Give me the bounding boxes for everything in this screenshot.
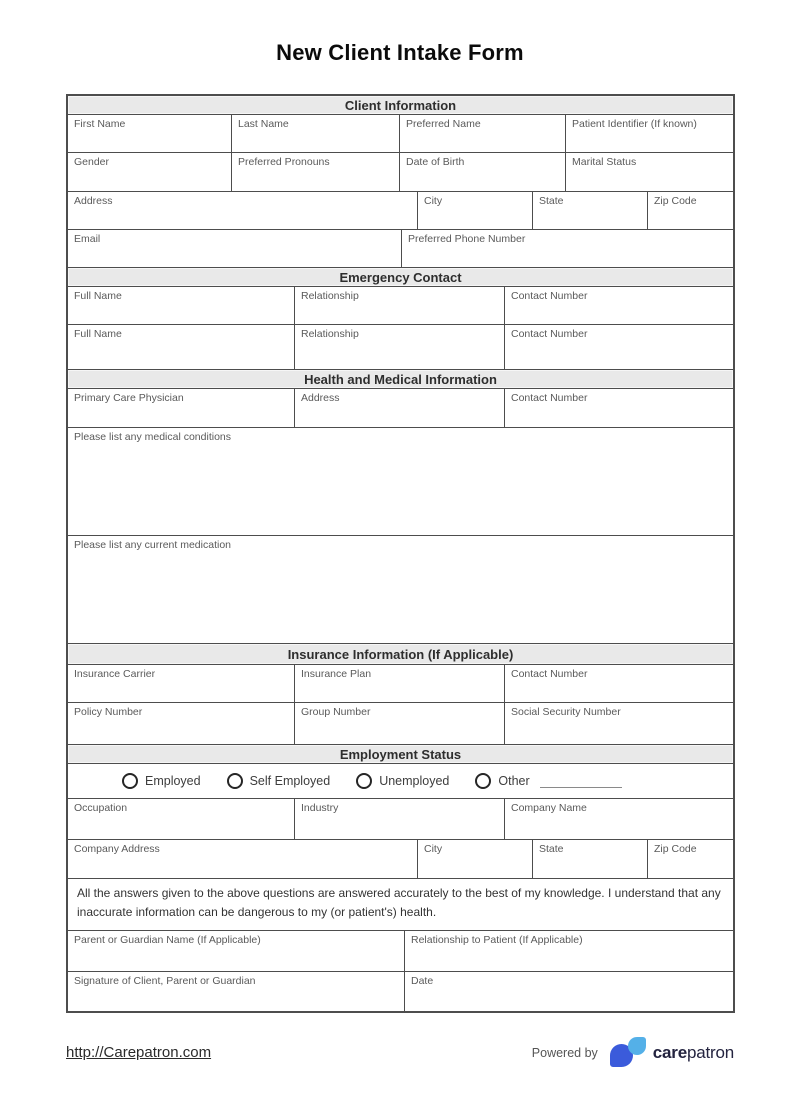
section-header-client-information: Client Information	[68, 96, 733, 115]
field-date-of-birth-label: Date of Birth	[406, 156, 465, 168]
field-company-city[interactable]	[418, 840, 533, 878]
field-ec-full-name-1[interactable]	[68, 287, 295, 324]
current-medication-row	[68, 536, 733, 644]
employment-option-other	[475, 773, 621, 789]
field-preferred-name-label: Preferred Name	[406, 118, 481, 130]
field-company-state-label: State	[539, 843, 564, 855]
radio-employed[interactable]	[122, 773, 138, 789]
field-current-medication-label: Please list any current medication	[74, 539, 231, 551]
section-header-health-medical: Health and Medical Information	[68, 370, 733, 389]
other-fill-in-line[interactable]	[540, 775, 622, 788]
field-first-name-label: First Name	[74, 118, 126, 130]
field-zip-code-label: Zip Code	[654, 195, 697, 207]
emergency-contact-row-2	[68, 325, 733, 370]
field-ec-contact-number-1-label: Contact Number	[511, 290, 588, 302]
field-ec-relationship-2[interactable]	[295, 325, 505, 369]
field-parent-guardian-name-label: Parent or Guardian Name (If Applicable)	[74, 934, 261, 947]
field-email-label: Email	[74, 233, 101, 245]
field-insurance-plan-label: Insurance Plan	[301, 668, 372, 680]
field-primary-care-physician-label: Primary Care Physician	[74, 392, 184, 404]
carepatron-link[interactable]: http://Carepatron.com	[66, 1044, 212, 1062]
field-date[interactable]	[405, 972, 733, 1011]
section-header-employment: Employment Status	[68, 745, 733, 764]
field-preferred-name[interactable]	[400, 115, 566, 152]
field-insurance-carrier[interactable]	[68, 665, 295, 702]
field-email[interactable]	[68, 230, 402, 267]
field-company-address[interactable]	[68, 840, 418, 878]
radio-employed-label: Employed	[145, 774, 201, 788]
field-company-name[interactable]	[505, 799, 733, 839]
field-company-name-label: Company Name	[511, 802, 587, 814]
field-company-city-label: City	[424, 843, 443, 855]
field-city[interactable]	[418, 192, 533, 229]
employment-option-self-employed	[227, 773, 331, 789]
client-contact-row	[68, 230, 733, 268]
field-preferred-pronouns-label: Preferred Pronouns	[238, 156, 330, 168]
field-physician-address-label: Address	[301, 392, 340, 404]
employment-option-unemployed	[356, 773, 449, 789]
employment-occupation-row	[68, 799, 733, 840]
health-physician-row	[68, 389, 733, 428]
insurance-row-2	[68, 703, 733, 745]
field-company-zip-code-label: Zip Code	[654, 843, 697, 855]
carepatron-logo-icon	[610, 1037, 647, 1068]
field-company-state[interactable]	[533, 840, 648, 878]
radio-self-employed-label: Self Employed	[249, 774, 331, 788]
field-city-label: City	[424, 195, 443, 207]
company-address-row	[68, 840, 733, 879]
field-gender[interactable]	[68, 153, 232, 191]
section-header-emergency-contact: Emergency Contact	[68, 268, 733, 287]
field-physician-address[interactable]	[295, 389, 505, 427]
field-ec-full-name-2-label: Full Name	[74, 328, 122, 340]
field-ec-relationship-1-label: Relationship	[301, 290, 359, 302]
emergency-contact-row-1	[68, 287, 733, 325]
employment-option-employed	[122, 773, 201, 789]
field-industry-label: Industry	[301, 802, 339, 814]
field-physician-contact-number-label: Contact Number	[511, 392, 588, 404]
field-address-label: Address	[74, 195, 113, 207]
field-insurance-carrier-label: Insurance Carrier	[74, 668, 156, 680]
field-marital-status[interactable]	[566, 153, 733, 191]
radio-other[interactable]	[475, 773, 491, 789]
field-marital-status-label: Marital Status	[572, 156, 637, 168]
field-medical-conditions[interactable]	[68, 428, 733, 535]
wordmark-patron: patron	[686, 1042, 734, 1062]
field-policy-number[interactable]	[68, 703, 295, 744]
field-ec-contact-number-2[interactable]	[505, 325, 733, 369]
logo-bubble-light-icon	[628, 1037, 646, 1055]
field-zip-code[interactable]	[648, 192, 733, 229]
field-date-label: Date	[411, 975, 434, 988]
intake-form	[66, 94, 735, 1013]
carepatron-brand	[610, 1037, 734, 1068]
page-title: New Client Intake Form	[276, 40, 524, 65]
carepatron-wordmark	[653, 1043, 734, 1063]
field-insurance-contact-number[interactable]	[505, 665, 733, 702]
field-relationship-to-patient-label: Relationship to Patient (If Applicable)	[411, 934, 583, 947]
field-parent-guardian-name[interactable]	[68, 931, 405, 971]
field-policy-number-label: Policy Number	[74, 706, 143, 718]
field-preferred-pronouns[interactable]	[232, 153, 400, 191]
field-state[interactable]	[533, 192, 648, 229]
medical-conditions-row	[68, 428, 733, 536]
client-name-row	[68, 115, 733, 153]
insurance-row-1	[68, 665, 733, 703]
field-ec-full-name-2[interactable]	[68, 325, 295, 369]
field-preferred-phone-number[interactable]	[402, 230, 733, 267]
field-group-number-label: Group Number	[301, 706, 371, 718]
footer	[66, 1037, 734, 1068]
field-company-address-label: Company Address	[74, 843, 160, 855]
field-social-security-number-label: Social Security Number	[511, 706, 621, 718]
field-industry[interactable]	[295, 799, 505, 839]
field-insurance-plan[interactable]	[295, 665, 505, 702]
field-date-of-birth[interactable]	[400, 153, 566, 191]
client-demographics-row	[68, 153, 733, 192]
field-insurance-contact-number-label: Contact Number	[511, 668, 588, 680]
field-address[interactable]	[68, 192, 418, 229]
guardian-row	[68, 931, 733, 972]
field-signature-label: Signature of Client, Parent or Guardian	[74, 975, 256, 988]
radio-other-label: Other	[498, 774, 530, 788]
wordmark-care: care	[652, 1042, 687, 1062]
signature-row	[68, 972, 733, 1011]
field-ec-contact-number-1[interactable]	[505, 287, 733, 324]
powered-by-label: Powered by	[531, 1045, 598, 1060]
client-address-row	[68, 192, 733, 230]
field-first-name[interactable]	[68, 115, 232, 152]
field-ec-full-name-1-label: Full Name	[74, 290, 122, 302]
field-social-security-number[interactable]	[505, 703, 733, 744]
field-last-name[interactable]	[232, 115, 400, 152]
field-group-number[interactable]	[295, 703, 505, 744]
radio-unemployed[interactable]	[356, 773, 372, 789]
field-current-medication[interactable]	[68, 536, 733, 643]
field-patient-identifier-label: Patient Identifier (If known)	[572, 118, 697, 130]
field-occupation[interactable]	[68, 799, 295, 839]
field-company-zip-code[interactable]	[648, 840, 733, 878]
field-relationship-to-patient[interactable]	[405, 931, 733, 971]
employment-status-options	[68, 764, 733, 799]
field-patient-identifier[interactable]	[566, 115, 733, 152]
field-state-label: State	[539, 195, 564, 207]
field-ec-relationship-1[interactable]	[295, 287, 505, 324]
field-gender-label: Gender	[74, 156, 110, 168]
field-ec-contact-number-2-label: Contact Number	[511, 328, 588, 340]
field-last-name-label: Last Name	[238, 118, 289, 130]
radio-unemployed-label: Unemployed	[379, 774, 450, 788]
field-primary-care-physician[interactable]	[68, 389, 295, 427]
field-medical-conditions-label: Please list any medical conditions	[74, 431, 231, 443]
section-header-insurance: Insurance Information (If Applicable)	[68, 644, 733, 665]
declaration-text: All the answers given to the above questions are answered accurately to the best of my knowledge. I understand that any inaccurate information can be dangerous to my (or patient's) health.	[68, 879, 733, 931]
field-occupation-label: Occupation	[74, 802, 128, 814]
powered-by-block	[532, 1037, 734, 1068]
field-physician-contact-number[interactable]	[505, 389, 733, 427]
field-ec-relationship-2-label: Relationship	[301, 328, 359, 340]
radio-self-employed[interactable]	[227, 773, 243, 789]
field-signature[interactable]	[68, 972, 405, 1011]
field-preferred-phone-number-label: Preferred Phone Number	[408, 233, 526, 245]
